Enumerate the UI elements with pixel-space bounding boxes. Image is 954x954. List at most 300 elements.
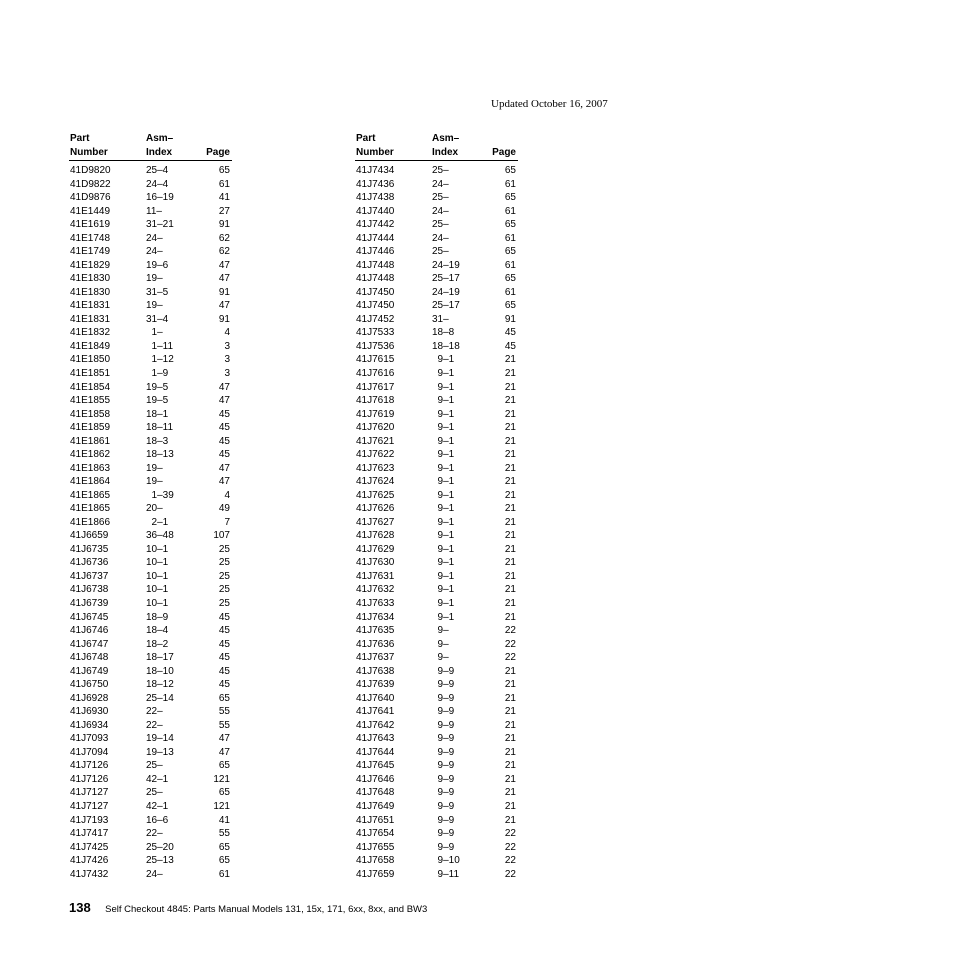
part-number-cell: 41J7631 xyxy=(356,570,395,582)
table-row xyxy=(69,205,232,219)
page-cell: 21 xyxy=(504,516,516,528)
page-cell: 45 xyxy=(218,449,230,461)
table-row xyxy=(69,435,232,449)
col-part-label-1: Part xyxy=(356,133,376,144)
table-row xyxy=(69,326,232,340)
table-row xyxy=(355,786,518,800)
part-number-cell: 41J6748 xyxy=(70,652,109,664)
page-cell: 55 xyxy=(218,719,230,731)
asm-index-cell: 9–9 xyxy=(432,733,455,745)
part-number-cell: 41J7642 xyxy=(356,719,395,731)
asm-index-cell: 22– xyxy=(146,828,163,840)
asm-index-cell: 25–17 xyxy=(432,300,460,312)
asm-index-cell: 31–5 xyxy=(146,286,169,298)
page-cell: 65 xyxy=(504,219,516,231)
table-row xyxy=(355,313,518,327)
part-number-cell: 41J7632 xyxy=(356,584,395,596)
table-row xyxy=(355,705,518,719)
page-cell: 22 xyxy=(504,638,516,650)
part-number-cell: 41E1619 xyxy=(70,219,111,231)
table-row xyxy=(355,435,518,449)
asm-index-cell: 11– xyxy=(146,205,162,217)
asm-index-cell: 25– xyxy=(432,165,449,176)
page-cell: 22 xyxy=(504,625,516,637)
page-cell: 21 xyxy=(504,570,516,582)
col-part-label-2: Number xyxy=(356,147,394,158)
table-row xyxy=(355,475,518,489)
part-number-cell: 41J7645 xyxy=(356,760,395,772)
asm-index-cell: 16–19 xyxy=(146,192,174,204)
asm-index-cell: 20– xyxy=(146,503,163,515)
table-row xyxy=(355,191,518,205)
page-cell: 7 xyxy=(224,516,230,528)
page-cell: 25 xyxy=(218,570,230,582)
part-number-cell: 41J7620 xyxy=(356,422,395,434)
page-cell: 21 xyxy=(504,435,516,447)
asm-index-cell: 31–4 xyxy=(146,313,169,325)
table-row xyxy=(69,786,232,800)
asm-index-cell: 31– xyxy=(432,313,449,325)
table-row xyxy=(69,868,232,882)
table-row xyxy=(69,448,232,462)
part-number-cell: 41E1866 xyxy=(70,516,111,528)
col-asm-label-1: Asm– xyxy=(146,133,174,144)
asm-index-cell: 9–1 xyxy=(432,611,455,623)
table-row xyxy=(355,827,518,841)
table-row xyxy=(69,678,232,692)
table-row xyxy=(355,259,518,273)
part-number-cell: 41E1831 xyxy=(70,313,111,325)
table-row xyxy=(69,475,232,489)
page-number: 138 xyxy=(69,900,91,915)
part-number-cell: 41E1851 xyxy=(70,367,111,379)
part-number-cell: 41J7436 xyxy=(356,178,395,190)
asm-index-cell: 18–12 xyxy=(146,679,174,691)
part-number-cell: 41J6737 xyxy=(70,570,109,582)
part-number-cell: 41J7641 xyxy=(356,706,395,718)
page-cell: 21 xyxy=(504,746,516,758)
part-number-cell: 41J7643 xyxy=(356,733,395,745)
table-row xyxy=(69,272,232,286)
page-cell: 41 xyxy=(218,814,230,826)
part-number-cell: 41J7618 xyxy=(356,395,395,407)
table-row xyxy=(355,692,518,706)
table-row xyxy=(69,570,232,584)
table-row xyxy=(355,800,518,814)
part-number-cell: 41J7636 xyxy=(356,638,395,650)
table-row xyxy=(355,529,518,543)
page-cell: 47 xyxy=(218,733,230,745)
part-number-cell: 41J7452 xyxy=(356,313,395,325)
asm-index-cell: 9– xyxy=(432,638,449,650)
asm-index-cell: 25–4 xyxy=(146,165,169,176)
asm-index-cell: 9–11 xyxy=(432,868,460,880)
asm-index-cell: 25– xyxy=(432,246,449,258)
page-cell: 61 xyxy=(504,178,516,190)
table-row xyxy=(69,705,232,719)
page-cell: 22 xyxy=(504,868,516,880)
table-row xyxy=(69,746,232,760)
asm-index-cell: 9–1 xyxy=(432,557,455,569)
page-cell: 21 xyxy=(504,665,516,677)
asm-index-cell: 9–9 xyxy=(432,706,455,718)
page-cell: 65 xyxy=(218,855,230,867)
asm-index-cell: 18–1 xyxy=(146,408,169,420)
table-row xyxy=(69,462,232,476)
part-number-cell: 41J6659 xyxy=(70,530,109,542)
asm-index-cell: 19– xyxy=(146,300,163,312)
page-cell: 91 xyxy=(504,313,516,325)
table-header xyxy=(355,131,518,161)
page-cell: 65 xyxy=(504,300,516,312)
asm-index-cell: 9–9 xyxy=(432,841,455,853)
page-cell: 21 xyxy=(504,584,516,596)
asm-index-cell: 19– xyxy=(146,273,163,285)
page-cell: 21 xyxy=(504,381,516,393)
part-number-cell: 41E1863 xyxy=(70,462,111,474)
page-cell: 3 xyxy=(224,367,230,379)
part-number-cell: 41J7127 xyxy=(70,787,109,799)
asm-index-cell: 22– xyxy=(146,706,163,718)
page-cell: 21 xyxy=(504,598,516,609)
table-row xyxy=(355,814,518,828)
asm-index-cell: 9–1 xyxy=(432,516,455,528)
part-number-cell: 41J7633 xyxy=(356,598,395,609)
page-cell: 21 xyxy=(504,476,516,488)
page-cell: 21 xyxy=(504,760,516,772)
table-row xyxy=(355,678,518,692)
part-number-cell: 41E1861 xyxy=(70,435,111,447)
page-cell: 45 xyxy=(218,422,230,434)
table-row xyxy=(69,299,232,313)
page-cell: 45 xyxy=(218,408,230,420)
part-number-cell: 41J7448 xyxy=(356,273,395,285)
part-number-cell: 41J7621 xyxy=(356,435,395,447)
page-cell: 47 xyxy=(218,273,230,285)
asm-index-cell: 18–8 xyxy=(432,327,455,339)
asm-index-cell: 24– xyxy=(146,868,163,880)
page-cell: 25 xyxy=(218,543,230,555)
page-cell: 41 xyxy=(218,192,230,204)
part-number-cell: 41E1830 xyxy=(70,286,111,298)
part-number-cell: 41J6736 xyxy=(70,557,109,569)
page-cell: 47 xyxy=(218,381,230,393)
page-cell: 21 xyxy=(504,787,516,799)
page-cell: 61 xyxy=(504,205,516,217)
part-number-cell: 41J7638 xyxy=(356,665,395,677)
table-row xyxy=(355,543,518,557)
page-cell: 47 xyxy=(218,746,230,758)
table-row xyxy=(69,854,232,868)
asm-index-cell: 25–14 xyxy=(146,692,174,704)
asm-index-cell: 9–9 xyxy=(432,773,455,785)
part-number-cell: 41E1449 xyxy=(70,205,111,217)
asm-index-cell: 42–1 xyxy=(146,773,169,785)
table-row xyxy=(355,205,518,219)
part-number-cell: 41J7444 xyxy=(356,232,395,244)
page-cell: 61 xyxy=(504,232,516,244)
part-number-cell: 41J7617 xyxy=(356,381,395,393)
part-number-cell: 41J7639 xyxy=(356,679,395,691)
page-cell: 65 xyxy=(218,787,230,799)
part-number-cell: 41J7655 xyxy=(356,841,395,853)
part-number-cell: 41E1858 xyxy=(70,408,111,420)
page-cell: 21 xyxy=(504,503,516,515)
asm-index-cell: 10–1 xyxy=(146,570,169,582)
table-row xyxy=(69,638,232,652)
part-number-cell: 41J7646 xyxy=(356,773,395,785)
asm-index-cell: 18–9 xyxy=(146,611,169,623)
asm-index-cell: 9–9 xyxy=(432,719,455,731)
part-number-cell: 41J7626 xyxy=(356,503,395,515)
asm-index-cell: 9–1 xyxy=(432,530,455,542)
asm-index-cell: 9–9 xyxy=(432,787,455,799)
table-row xyxy=(355,245,518,259)
table-row xyxy=(355,394,518,408)
part-number-cell: 41J7637 xyxy=(356,652,395,664)
asm-index-cell: 1–39 xyxy=(146,489,174,501)
table-row xyxy=(355,719,518,733)
part-number-cell: 41J7533 xyxy=(356,327,395,339)
page-cell: 21 xyxy=(504,706,516,718)
part-number-cell: 41J7628 xyxy=(356,530,395,542)
asm-index-cell: 24–19 xyxy=(432,286,460,298)
page-cell: 91 xyxy=(218,286,230,298)
table-row xyxy=(69,286,232,300)
page-cell: 21 xyxy=(504,367,516,379)
part-number-cell: 41J6750 xyxy=(70,679,109,691)
asm-index-cell: 18–18 xyxy=(432,340,460,352)
part-number-cell: 41E1748 xyxy=(70,232,111,244)
page-cell: 21 xyxy=(504,692,516,704)
part-number-cell: 41J7126 xyxy=(70,760,109,772)
part-number-cell: 41J7651 xyxy=(356,814,395,826)
part-number-cell: 41J7649 xyxy=(356,800,395,812)
part-number-cell: 41D9822 xyxy=(70,178,111,190)
table-row xyxy=(355,556,518,570)
part-number-cell: 41J7654 xyxy=(356,828,395,840)
table-row xyxy=(355,773,518,787)
asm-index-cell: 25–17 xyxy=(432,273,460,285)
table-row xyxy=(355,367,518,381)
table-row xyxy=(69,814,232,828)
asm-index-cell: 9–1 xyxy=(432,489,455,501)
table-row xyxy=(355,732,518,746)
part-number-cell: 41J7446 xyxy=(356,246,395,258)
table-row xyxy=(69,583,232,597)
asm-index-cell: 9– xyxy=(432,652,449,664)
part-number-cell: 41J6746 xyxy=(70,625,109,637)
part-number-cell: 41J6934 xyxy=(70,719,109,731)
asm-index-cell: 9–1 xyxy=(432,598,455,609)
table-row xyxy=(69,245,232,259)
page-cell: 4 xyxy=(224,327,230,339)
page-cell: 4 xyxy=(224,489,230,501)
page-cell: 45 xyxy=(218,652,230,664)
part-number-cell: 41J6749 xyxy=(70,665,109,677)
page-cell: 21 xyxy=(504,543,516,555)
asm-index-cell: 19–14 xyxy=(146,733,174,745)
page-cell: 65 xyxy=(218,760,230,772)
table-row xyxy=(355,611,518,625)
page-cell: 22 xyxy=(504,828,516,840)
table-row xyxy=(69,381,232,395)
page-cell: 21 xyxy=(504,557,516,569)
page-cell: 21 xyxy=(504,530,516,542)
table-row xyxy=(355,272,518,286)
page-cell: 45 xyxy=(218,679,230,691)
page-cell: 121 xyxy=(213,800,230,812)
col-asm-label-2: Index xyxy=(146,147,173,158)
page-cell: 27 xyxy=(218,205,230,217)
page-cell: 3 xyxy=(224,340,230,352)
table-row xyxy=(69,719,232,733)
asm-index-cell: 9–1 xyxy=(432,367,455,379)
asm-index-cell: 19–5 xyxy=(146,395,169,407)
col-asm-label-1: Asm– xyxy=(432,133,460,144)
page-cell: 21 xyxy=(504,462,516,474)
asm-index-cell: 25–20 xyxy=(146,841,174,853)
asm-index-cell: 9–1 xyxy=(432,584,455,596)
page-cell: 45 xyxy=(218,638,230,650)
page-cell: 49 xyxy=(218,503,230,515)
table-row xyxy=(355,164,518,178)
table-row xyxy=(355,326,518,340)
table-row xyxy=(69,178,232,192)
part-number-cell: 41J7659 xyxy=(356,868,395,880)
part-number-cell: 41E1830 xyxy=(70,273,111,285)
table-body xyxy=(355,164,518,881)
asm-index-cell: 18–11 xyxy=(146,422,174,434)
part-number-cell: 41D9820 xyxy=(70,165,111,176)
page-cell: 91 xyxy=(218,313,230,325)
parts-table-right xyxy=(355,131,518,880)
part-number-cell: 41J7629 xyxy=(356,543,395,555)
asm-index-cell: 1– xyxy=(146,327,163,339)
part-number-cell: 41J6930 xyxy=(70,706,109,718)
part-number-cell: 41E1749 xyxy=(70,246,111,258)
table-row xyxy=(69,191,232,205)
asm-index-cell: 18–2 xyxy=(146,638,169,650)
asm-index-cell: 22– xyxy=(146,719,163,731)
page-cell: 22 xyxy=(504,855,516,867)
asm-index-cell: 24– xyxy=(432,232,449,244)
table-header xyxy=(69,131,232,161)
table-row xyxy=(355,286,518,300)
page-cell: 65 xyxy=(504,192,516,204)
table-body xyxy=(69,164,232,881)
asm-index-cell: 19– xyxy=(146,462,163,474)
table-row xyxy=(355,178,518,192)
asm-index-cell: 9–1 xyxy=(432,395,455,407)
table-row xyxy=(355,868,518,882)
table-row xyxy=(355,340,518,354)
table-row xyxy=(69,827,232,841)
table-row xyxy=(69,502,232,516)
asm-index-cell: 9–1 xyxy=(432,570,455,582)
asm-index-cell: 9–9 xyxy=(432,679,455,691)
page-cell: 62 xyxy=(218,246,230,258)
table-row xyxy=(355,759,518,773)
table-row xyxy=(69,651,232,665)
table-row xyxy=(69,353,232,367)
page-cell: 21 xyxy=(504,422,516,434)
page-cell: 25 xyxy=(218,584,230,596)
table-row xyxy=(69,408,232,422)
part-number-cell: 41J6928 xyxy=(70,692,109,704)
table-row xyxy=(69,543,232,557)
page-cell: 65 xyxy=(218,692,230,704)
page-cell: 21 xyxy=(504,395,516,407)
page-cell: 107 xyxy=(213,530,230,542)
part-number-cell: 41J7624 xyxy=(356,476,395,488)
col-page-label: Page xyxy=(492,147,516,158)
page-cell: 21 xyxy=(504,354,516,366)
asm-index-cell: 10–1 xyxy=(146,557,169,569)
page-cell: 45 xyxy=(218,611,230,623)
part-number-cell: 41J7630 xyxy=(356,557,395,569)
page-cell: 21 xyxy=(504,408,516,420)
asm-index-cell: 19–6 xyxy=(146,259,169,271)
page-cell: 3 xyxy=(224,354,230,366)
table-row xyxy=(69,597,232,611)
asm-index-cell: 9–9 xyxy=(432,814,455,826)
page-cell: 21 xyxy=(504,449,516,461)
asm-index-cell: 24– xyxy=(432,205,449,217)
part-number-cell: 41J7440 xyxy=(356,205,395,217)
asm-index-cell: 9–1 xyxy=(432,381,455,393)
page-cell: 21 xyxy=(504,489,516,501)
table-row xyxy=(355,651,518,665)
page-cell: 21 xyxy=(504,719,516,731)
table-row xyxy=(355,232,518,246)
part-number-cell: 41J7627 xyxy=(356,516,395,528)
table-row xyxy=(355,597,518,611)
page-cell: 55 xyxy=(218,706,230,718)
page-cell: 21 xyxy=(504,773,516,785)
page-cell: 45 xyxy=(218,435,230,447)
asm-index-cell: 19–5 xyxy=(146,381,169,393)
table-row xyxy=(355,841,518,855)
asm-index-cell: 9–9 xyxy=(432,828,455,840)
table-row xyxy=(69,556,232,570)
page-cell: 91 xyxy=(218,219,230,231)
table-row xyxy=(355,665,518,679)
part-number-cell: 41J7094 xyxy=(70,746,109,758)
part-number-cell: 41J7635 xyxy=(356,625,395,637)
page-cell: 21 xyxy=(504,814,516,826)
asm-index-cell: 1–9 xyxy=(146,367,169,379)
part-number-cell: 41J7127 xyxy=(70,800,109,812)
table-row xyxy=(355,218,518,232)
col-part-label-2: Number xyxy=(70,147,108,158)
page-cell: 47 xyxy=(218,395,230,407)
asm-index-cell: 18–4 xyxy=(146,625,169,637)
table-row xyxy=(69,732,232,746)
asm-index-cell: 9–1 xyxy=(432,422,455,434)
page-cell: 65 xyxy=(504,273,516,285)
part-number-cell: 41E1829 xyxy=(70,259,111,271)
page-cell: 22 xyxy=(504,841,516,853)
table-row xyxy=(355,516,518,530)
asm-index-cell: 36–48 xyxy=(146,530,174,542)
asm-index-cell: 10–1 xyxy=(146,584,169,596)
asm-index-cell: 10–1 xyxy=(146,543,169,555)
asm-index-cell: 18–13 xyxy=(146,449,174,461)
asm-index-cell: 1–11 xyxy=(146,340,174,352)
asm-index-cell: 9–10 xyxy=(432,855,460,867)
table-row xyxy=(355,583,518,597)
